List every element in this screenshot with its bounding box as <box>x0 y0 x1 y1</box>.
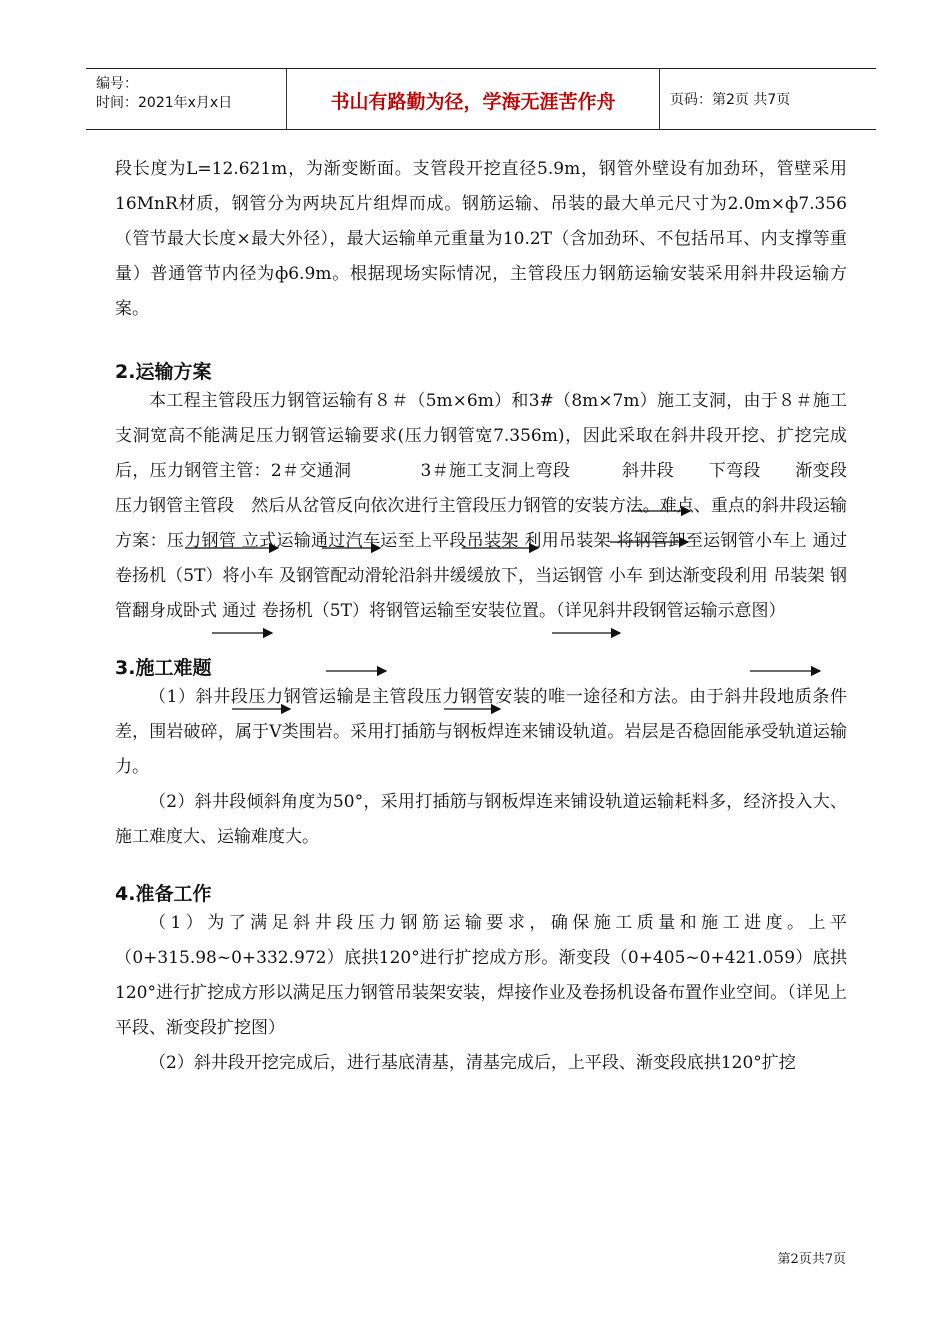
section-2-heading: 2.运输方案 <box>115 361 212 383</box>
section-4-heading: 4.准备工作 <box>115 883 212 905</box>
section-4-paragraph-2: （2）斜井段开挖完成后，进行基底清基，清基完成后，上平段、渐变段底拱120°扩挖 <box>149 1053 796 1073</box>
intro-paragraph: 段长度为L=12.621m，为渐变断面。支管段开挖直径5.9m，钢管外壁设有加劲环，管壁采用16MnR材质，钢管分为两块瓦片组焊而成。钢筋运输、吊装的最大单元尺寸为2.0m×ф7.356（管节最大长度×最大外径），最大运输单元重量为10.2T（含加劲环、不包括吊耳、内支撑等重量）普通管节内径为ф6.9m。根据现场实际情况，主管段压力钢筋运输安装采用斜井段运输方案。 <box>115 159 847 319</box>
section-3-heading: 3.施工难题 <box>115 657 212 679</box>
section-4-paragraph-1: （1）为了满足斜井段压力钢筋运输要求，确保施工质量和施工进度。上平（0+315.98~0+332.972）底拱120°进行扩挖成方形。渐变段（0+405~0+421.059）底拱120°进行扩挖成方形以满足压力钢管吊装架安装，焊接作业及卷扬机设备布置作业空间。（详见上平段、渐变段扩挖图） <box>115 913 847 1038</box>
time-label: 时间：2021年x月x日 <box>96 95 233 111</box>
header-page-cell <box>660 69 876 129</box>
document-body <box>115 152 898 1081</box>
header-info-cell <box>86 69 287 129</box>
section-3-paragraph-1: （1）斜井段压力钢管运输是主管段压力钢管安装的唯一途径和方法。由于斜井段地质条件差，围岩破碎，属于Ⅴ类围岩。采用打插筋与钢板焊连来铺设轨道。岩层是否稳固能承受轨道运输力。 <box>115 687 847 777</box>
code-label: 编号： <box>96 76 138 92</box>
page-label: 页码：第2页 共7页 <box>670 92 791 108</box>
page-footer: 第2页共7页 <box>777 1252 846 1267</box>
section-3-paragraph-2: （2）斜井段倾斜角度为50°，采用打插筋与钢板焊连来铺设轨道运输耗料多，经济投入大、施工难度大、运输难度大。 <box>115 792 847 847</box>
section-2-paragraph: 本工程主管段压力钢管运输有８＃（5m×6m）和3#（8m×7m）施工支洞，由于８＃施工支洞宽高不能满足压力钢管运输要求(压力钢管宽7.356m)，因此采取在斜井段开挖、扩挖完成后，压力钢管主管：2＃交通洞 3＃施工支洞上弯段 斜井段 下弯段 渐变段 压力钢管主管段 然后从岔管反向依次进行主管段压力钢管的安装方法。难点、重点的斜井段运输方案：压力钢管 立式运输通过汽车运至上平段吊装架 利用吊装架 将钢管卸至运钢管小车上 通过 卷扬机（5T）将小车 及钢管配动滑轮沿斜井缓缓放下，当运钢管 小车 到达渐变段利用 吊装架 钢管翻身成卧式 通过 卷扬机（5T）将钢管运输至安装位置。（详见斜井段钢管运输示意图） <box>115 391 898 621</box>
header-slogan-cell <box>287 69 660 129</box>
slogan: 书山有路勤为径，学海无涯苦作舟 <box>330 91 616 113</box>
header-table <box>86 68 876 130</box>
